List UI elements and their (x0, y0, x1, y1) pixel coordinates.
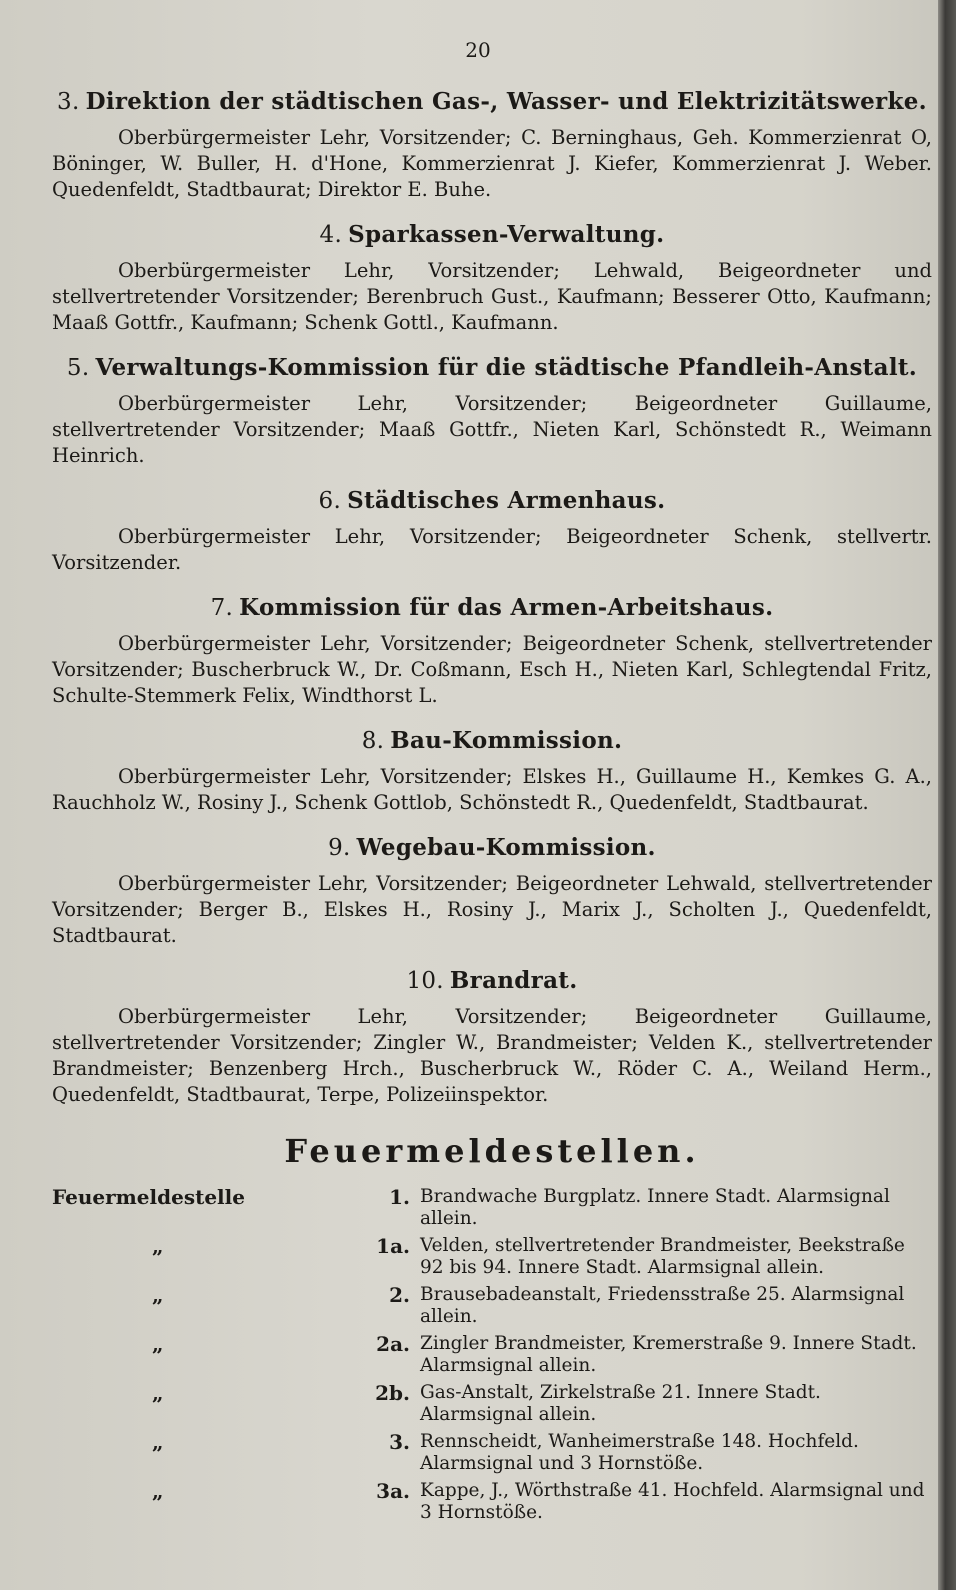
section-direktion (52, 88, 932, 203)
ditto-mark: „ (152, 1430, 164, 1454)
section-heading (52, 727, 932, 754)
section-number: 7. (210, 595, 234, 621)
feuermelde-title: Feuermeldestellen. (284, 1132, 700, 1170)
ditto-mark: „ (152, 1332, 164, 1356)
table-row (52, 1431, 932, 1480)
section-brandrat (52, 967, 932, 1108)
section-text: Oberbürgermeister Lehr, Vorsitzender; Beigeordneter Guillaume, stellvertretender Vorsitzender; Maaß Gottfr., Nieten Karl, Schönstedt R., Weimann Heinrich. (52, 392, 932, 467)
section-heading (52, 487, 932, 514)
section-text: Oberbürgermeister Lehr, Vorsitzender; Beigeordneter Lehwald, stellvertretender Vorsitzender; Berger B., Elskes H., Rosiny J., Marix J., Scholten J., Quedenfeldt, Stadtbaurat. (52, 872, 932, 947)
section-heading (52, 221, 932, 248)
section-text: Oberbürgermeister Lehr, Vorsitzender; Beigeordneter Schenk, stellvertr. Vorsitzender. (52, 525, 932, 574)
table-row (52, 1382, 932, 1431)
section-title: Wegebau-Kommission. (356, 834, 656, 861)
ditto-mark: „ (152, 1479, 164, 1503)
section-heading (52, 354, 932, 381)
section-title: Bau-Kommission. (390, 727, 623, 754)
table-row (52, 1480, 932, 1529)
section-number: 9. (328, 835, 351, 861)
section-text: Oberbürgermeister Lehr, Vorsitzender; Beigeordneter Schenk, stellvertretender Vorsitzender; Buscherbruck W., Dr. Coßmann, Esch H., Nieten Karl, Schlegtendal Fritz, Schulte-Stemmerk Felix, Windthorst L. (52, 632, 932, 707)
section-heading (52, 88, 932, 115)
ditto-mark: „ (152, 1234, 164, 1258)
entry-text: Kappe, J., Wörthstraße 41. Hochfeld. Alarmsignal und 3 Hornstöße. (420, 1480, 925, 1523)
entry-text: Brandwache Burgplatz. Innere Stadt. Alarmsignal allein. (420, 1186, 890, 1229)
page-number: 20 (465, 38, 491, 62)
table-row (52, 1235, 932, 1284)
entry-text: Rennscheidt, Wanheimerstraße 148. Hochfeld. Alarmsignal und 3 Hornstöße. (420, 1431, 859, 1474)
section-title: Brandrat. (449, 967, 578, 994)
entry-text: Velden, stellvertretender Brandmeister, Beekstraße 92 bis 94. Innere Stadt. Alarmsignal allein. (420, 1235, 905, 1278)
section-wegebau (52, 834, 932, 949)
table-row (52, 1186, 932, 1235)
entry-text: Zingler Brandmeister, Kremerstraße 9. Innere Stadt. Alarmsignal allein. (420, 1333, 917, 1376)
section-text: Oberbürgermeister Lehr, Vorsitzender; C. Berninghaus, Geh. Kommerzienrat O, Böninger, W. Buller, H. d'Hone, Kommerzienrat J. Kiefer, Kommerzienrat J. Weber. Quedenfeldt, Stadtbaurat; Direktor E. Buhe. (52, 126, 932, 201)
section-number: 5. (66, 355, 90, 381)
entry-number: 3a. (376, 1479, 410, 1503)
section-heading (52, 834, 932, 861)
section-text: Oberbürgermeister Lehr, Vorsitzender; Elskes H., Guillaume H., Kemkes G. A., Rauchholz W., Rosiny J., Schenk Gottlob, Schönstedt R., Quedenfeldt, Stadtbaurat. (52, 765, 932, 814)
ditto-mark: „ (152, 1381, 164, 1405)
section-title: Kommission für das Armen-Arbeitshaus. (239, 594, 774, 621)
section-number: 6. (318, 488, 342, 514)
section-text: Oberbürgermeister Lehr, Vorsitzender; Beigeordneter Guillaume, stellvertretender Vorsitzender; Zingler W., Brandmeister; Velden K., stellvertretender Brandmeister; Benzenberg Hrch., Buscherbruck W., Röder C. A., Weiland Herm., Quedenfeldt, Stadtbaurat, Terpe, Polizeiinspektor. (52, 1005, 932, 1106)
section-pfandleih (52, 354, 932, 469)
section-number: 8. (361, 728, 385, 754)
entry-number: 3. (389, 1430, 410, 1454)
section-number: 4. (319, 222, 343, 248)
section-text: Oberbürgermeister Lehr, Vorsitzender; Lehwald, Beigeordneter und stellvertretender Vorsitzender; Berenbruch Gust., Kaufmann; Besserer Otto, Kaufmann; Maaß Gottfr., Kaufmann; Schenk Gottl., Kaufmann. (52, 259, 932, 334)
book-edge-shadow (938, 0, 956, 1590)
entry-number: 2b. (375, 1381, 410, 1405)
entry-text: Gas-Anstalt, Zirkelstraße 21. Innere Stadt. Alarmsignal allein. (420, 1382, 821, 1425)
entry-number: 2. (389, 1283, 410, 1307)
section-bau-kommission (52, 727, 932, 816)
section-title: Städtisches Armenhaus. (347, 487, 666, 514)
section-title: Direktion der städtischen Gas-, Wasser- und Elektrizitätswerke. (85, 88, 927, 115)
section-arbeitshaus (52, 594, 932, 709)
entry-number: 1a. (376, 1234, 410, 1258)
table-row (52, 1333, 932, 1382)
row-label: Feuermeldestelle (52, 1185, 245, 1209)
feuermelde-table (52, 1186, 932, 1529)
entry-text: Brausebadeanstalt, Friedensstraße 25. Alarmsignal allein. (420, 1284, 905, 1327)
section-number: 3. (57, 89, 80, 115)
section-armenhaus (52, 487, 932, 576)
ditto-mark: „ (152, 1283, 164, 1307)
section-heading (52, 967, 932, 994)
section-number: 10. (406, 968, 444, 994)
entry-number: 1. (389, 1185, 410, 1209)
section-sparkasse (52, 221, 932, 336)
section-title: Sparkassen-Verwaltung. (348, 221, 665, 248)
document-body (52, 88, 932, 1529)
section-title: Verwaltungs-Kommission für die städtische Pfandleih-Anstalt. (95, 354, 918, 381)
table-row (52, 1284, 932, 1333)
entry-number: 2a. (376, 1332, 410, 1356)
section-heading (52, 594, 932, 621)
